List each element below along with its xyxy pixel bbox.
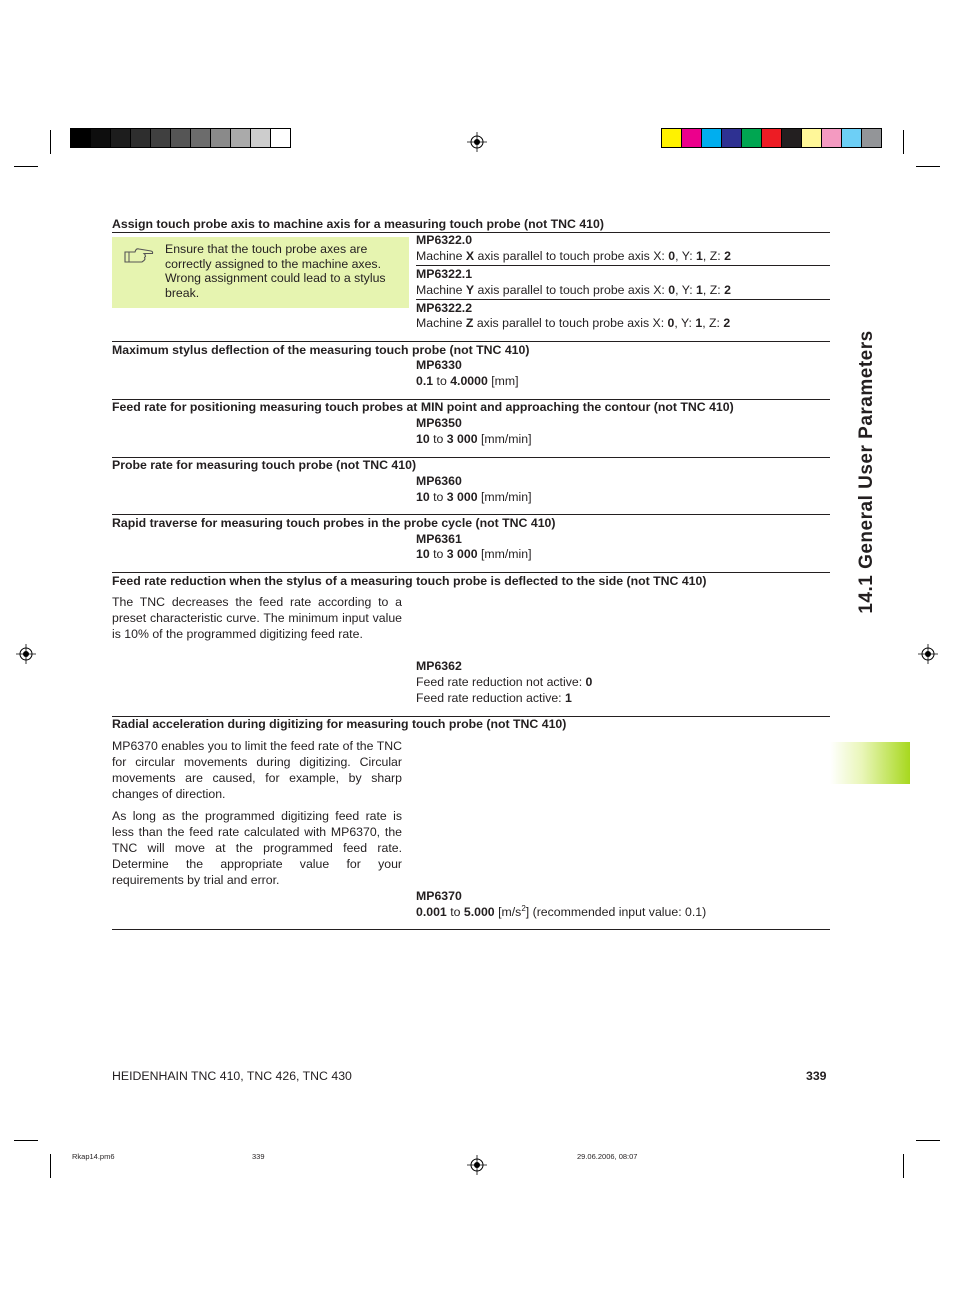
slug-filename: Rkap14.pm6 (72, 1152, 115, 1161)
registration-mark-icon (467, 132, 487, 152)
color-swatch (842, 129, 861, 147)
crop-mark (50, 130, 51, 154)
section-heading: Rapid traverse for measuring touch probes in the probe cycle (not TNC 410) (112, 516, 556, 530)
color-swatch (151, 129, 170, 147)
color-swatch (211, 129, 230, 147)
section-heading: Maximum stylus deflection of the measuring touch probe (not TNC 410) (112, 343, 530, 357)
slug-page: 339 (252, 1152, 265, 1161)
parameter-name: MP6322.1 (416, 267, 473, 281)
crop-mark (903, 1154, 904, 1178)
slug-date: 29.06.2006, 08:07 (577, 1152, 638, 1161)
color-swatch (271, 129, 290, 147)
color-swatch (131, 129, 150, 147)
crop-mark (14, 1140, 38, 1141)
section-paragraph: As long as the programmed digitizing feed rate is less than the feed rate calculated with MP6370, the TNC will move at the programmed feed rate. Determine the appropriate value for your requirements by trial and error. (112, 809, 402, 887)
color-swatch (91, 129, 110, 147)
parameter-name: MP6322.2 (416, 301, 473, 315)
parameter-name: MP6360 (416, 474, 462, 488)
section-rule (112, 514, 830, 515)
color-swatch (742, 129, 761, 147)
crop-mark (50, 1154, 51, 1178)
parameter-value: 10 to 3 000 [mm/min] (416, 490, 532, 504)
crop-mark (14, 166, 38, 167)
parameter-value: 0.1 to 4.0000 [mm] (416, 374, 519, 388)
parameter-rule (416, 299, 830, 300)
pointing-hand-icon (124, 246, 154, 264)
registration-mark-icon (16, 644, 36, 664)
color-swatch (662, 129, 681, 147)
section-rule (112, 929, 830, 930)
color-swatch (111, 129, 130, 147)
section-heading: Feed rate reduction when the stylus of a measuring touch probe is deflected to the side (not TNC 410) (112, 574, 707, 588)
crop-mark (916, 166, 940, 167)
parameter-value: 10 to 3 000 [mm/min] (416, 547, 532, 561)
color-swatch (191, 129, 210, 147)
section-paragraph: The TNC decreases the feed rate according to a preset characteristic curve. The minimum input value is 10% of the programmed digitizing feed rate. (112, 595, 402, 641)
parameter-value: Machine X axis parallel to touch probe axis X: 0, Y: 1, Z: 2 (416, 249, 731, 263)
section-paragraph: MP6370 enables you to limit the feed rate of the TNC for circular movements during digitizing. Circular movements are caused, for example, by sharp changes of direction. (112, 739, 402, 801)
warning-note-box (112, 237, 409, 308)
parameter-value: Machine Y axis parallel to touch probe axis X: 0, Y: 1, Z: 2 (416, 283, 731, 297)
section-rule (112, 341, 830, 342)
color-swatch (702, 129, 721, 147)
chapter-side-title-text: 14.1 General User Parameters (856, 330, 877, 614)
parameter-name: MP6322.0 (416, 233, 473, 247)
parameter-name: MP6362 (416, 659, 462, 673)
crop-mark (903, 130, 904, 154)
parameter-option: Feed rate reduction not active: 0 (416, 675, 593, 689)
color-swatch (71, 129, 90, 147)
section-heading: Radial acceleration during digitizing for measuring touch probe (not TNC 410) (112, 717, 567, 731)
footer-product: HEIDENHAIN TNC 410, TNC 426, TNC 430 (112, 1069, 352, 1083)
color-swatch (682, 129, 701, 147)
color-swatch (862, 129, 881, 147)
color-swatch (782, 129, 801, 147)
page-number: 339 (806, 1069, 827, 1083)
color-swatch (762, 129, 781, 147)
crop-mark (916, 1140, 940, 1141)
warning-note-text: Ensure that the touch probe axes are correctly assigned to the machine axes. Wrong assignment could lead to a stylus break. (165, 242, 386, 300)
registration-mark-icon (918, 644, 938, 664)
registration-mark-icon (467, 1155, 487, 1175)
parameter-value: 10 to 3 000 [mm/min] (416, 432, 532, 446)
parameter-name: MP6370 (416, 889, 462, 903)
parameter-rule (416, 265, 830, 266)
color-swatch (802, 129, 821, 147)
parameter-value: 0.001 to 5.000 $[m/s^2]$ (recommended input value: 0.1) (416, 904, 707, 920)
parameter-option: Feed rate reduction active: 1 (416, 691, 572, 705)
color-swatch (722, 129, 741, 147)
color-swatch (171, 129, 190, 147)
parameter-value: Machine Z axis parallel to touch probe axis X: 0, Y: 1, Z: 2 (416, 316, 731, 330)
parameter-name: MP6330 (416, 358, 462, 372)
chapter-tab-marker (830, 742, 910, 784)
color-swatch (231, 129, 250, 147)
section-heading: Assign touch probe axis to machine axis for a measuring touch probe (not TNC 410) (112, 217, 604, 231)
parameter-name: MP6350 (416, 416, 462, 430)
chapter-side-title (842, 212, 892, 732)
section-heading: Feed rate for positioning measuring touch probes at MIN point and approaching the contour (not TNC 410) (112, 400, 734, 414)
section-heading: Probe rate for measuring touch probe (not TNC 410) (112, 458, 417, 472)
parameter-name: MP6361 (416, 532, 462, 546)
color-swatch (822, 129, 841, 147)
color-swatch (251, 129, 270, 147)
section-rule (112, 572, 830, 573)
